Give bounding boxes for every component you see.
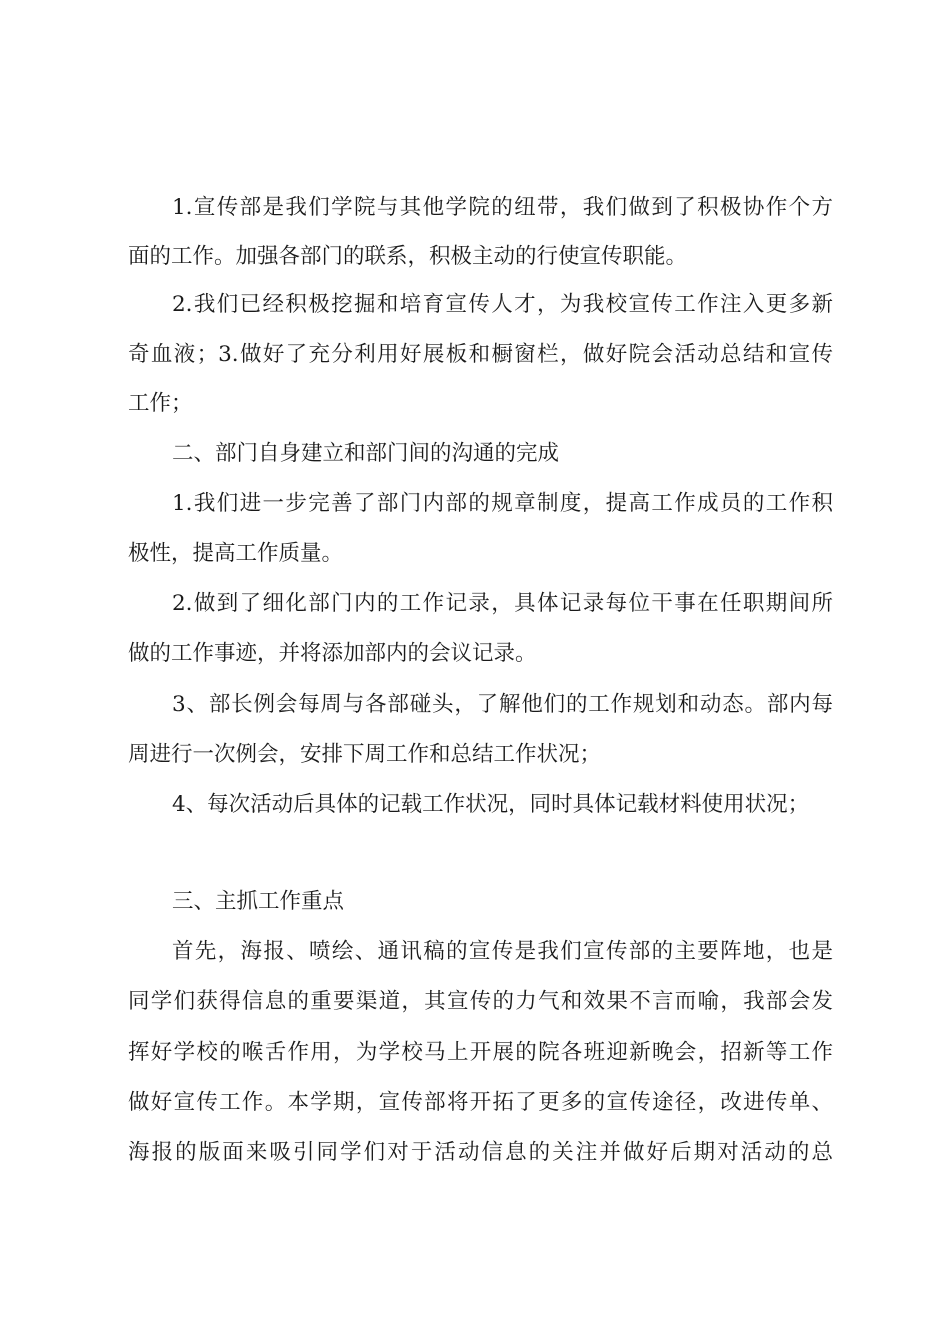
section-heading: 二、部门自身建立和部门间的沟通的完成 xyxy=(172,441,560,466)
paragraph-line: 2.我们已经积极挖掘和培育宣传人才，为我校宣传工作注入更多新 xyxy=(172,292,833,317)
paragraph-line: 4、每次活动后具体的记载工作状况，同时具体记载材料使用状况； xyxy=(172,792,810,817)
paragraph-line: 3、部长例会每周与各部碰头，了解他们的工作规划和动态。部内每 xyxy=(172,692,833,717)
paragraph-line: 首先，海报、喷绘、通讯稿的宣传是我们宣传部的主要阵地，也是 xyxy=(172,939,833,964)
paragraph-line: 极性，提高工作质量。 xyxy=(128,541,344,566)
paragraph-line: 做好宣传工作。本学期，宣传部将开拓了更多的宣传途径，改进传单、 xyxy=(128,1090,833,1115)
paragraph-line: 奇血液；3.做好了充分利用好展板和橱窗栏，做好院会活动总结和宣传 xyxy=(128,342,833,367)
paragraph-line: 1.宣传部是我们学院与其他学院的纽带，我们做到了积极协作个方 xyxy=(172,195,833,220)
section-heading: 三、主抓工作重点 xyxy=(172,889,345,914)
paragraph-line: 面的工作。加强各部门的联系，积极主动的行使宣传职能。 xyxy=(128,244,688,269)
paragraph-line: 周进行一次例会，安排下周工作和总结工作状况； xyxy=(128,742,602,767)
paragraph-line: 同学们获得信息的重要渠道，其宣传的力气和效果不言而喻，我部会发 xyxy=(128,989,833,1014)
paragraph-line: 工作； xyxy=(128,391,193,416)
paragraph-line: 挥好学校的喉舌作用，为学校马上开展的院各班迎新晚会，招新等工作 xyxy=(128,1040,833,1065)
paragraph-line: 2.做到了细化部门内的工作记录，具体记录每位干事在任职期间所 xyxy=(172,591,833,616)
paragraph-line: 海报的版面来吸引同学们对于活动信息的关注并做好后期对活动的总 xyxy=(128,1140,833,1165)
paragraph-line: 1.我们进一步完善了部门内部的规章制度，提高工作成员的工作积 xyxy=(172,491,833,516)
paragraph-line: 做的工作事迹，并将添加部内的会议记录。 xyxy=(128,641,537,666)
